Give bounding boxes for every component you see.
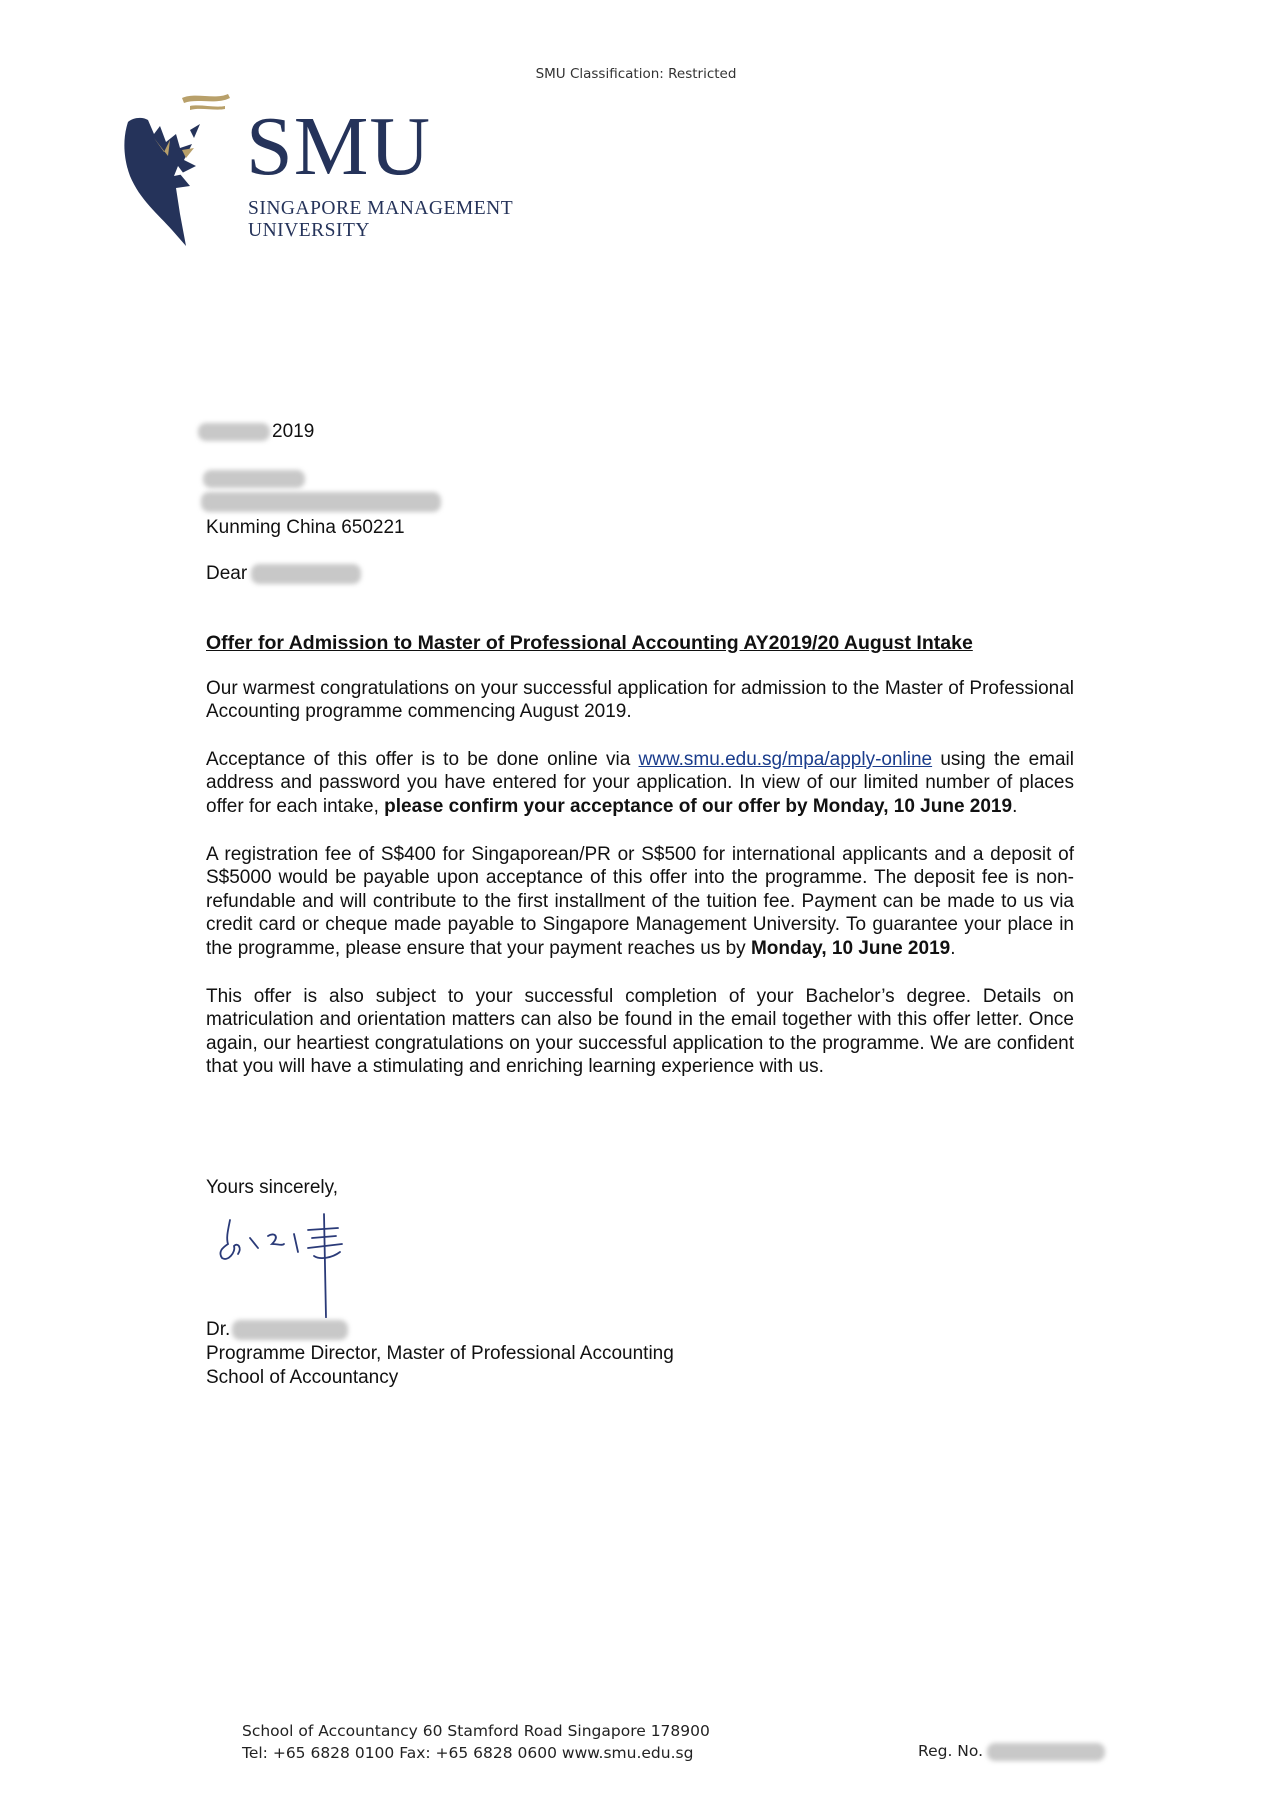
signatory-prefix: Dr. <box>206 1319 231 1340</box>
paragraph-acceptance <box>206 748 1074 819</box>
paragraph-congratulations: Our warmest congratulations on your successful application for admission to the Master of Professional Accounting programme commencing August 2019. <box>206 677 1074 723</box>
footer-line1: School of Accountancy 60 Stamford Road Singapore 178900 <box>242 1722 710 1740</box>
registration-number <box>918 1742 1105 1761</box>
recipient-city: Kunming China 650221 <box>206 517 405 538</box>
redacted-address-line <box>201 492 441 512</box>
letter-subject: Offer for Admission to Master of Professional Accounting AY2019/20 August Intake <box>206 632 973 654</box>
closing: Yours sincerely, <box>206 1177 339 1198</box>
classification-label: SMU Classification: Restricted <box>535 66 737 82</box>
smu-logo-mark <box>120 90 240 265</box>
paragraph-conditions: This offer is also subject to your successful completion of your Bachelor’s degree. Details on matriculation and orientation matters can also be found in the email together with this offer letter. Once again, our heartiest congratulations on your successful application to the programme. We are confident that you will have a stimulating and enriching learning experience with us. <box>206 985 1074 1078</box>
apply-online-link[interactable]: www.smu.edu.sg/mpa/apply-online <box>638 748 933 770</box>
smu-logo-subtitle <box>248 198 513 242</box>
smu-logo-wordmark: SMU <box>246 100 432 193</box>
salutation-word: Dear <box>206 563 248 584</box>
redacted-signatory <box>232 1320 348 1340</box>
handwritten-signature <box>208 1208 378 1323</box>
letter-date <box>198 420 314 444</box>
signatory-school: School of Accountancy <box>206 1367 399 1388</box>
redacted-recipient-name <box>203 470 305 488</box>
signatory-name <box>206 1318 348 1342</box>
p2-text-c: . <box>1012 795 1018 817</box>
redacted-reg-number <box>987 1743 1105 1761</box>
logo-subtitle-line1: SINGAPORE MANAGEMENT <box>248 198 514 219</box>
footer-address <box>242 1720 710 1764</box>
p3-text-a: A registration fee of S$400 for Singaporean/PR or S$500 for international applicants and a deposit of S$5000 would be payable upon acceptance of this offer into the programme. The deposit fee is non-refundable and will contribute to the first installment of the tuition fee. Payment can be made to us via credit card or cheque made payable to Singapore Management University. To guarantee your place in the programme, please ensure that your payment reaches us by <box>206 843 1074 959</box>
p3-deadline-bold: Monday, 10 June 2019 <box>750 937 951 959</box>
p2-text-a: Acceptance of this offer is to be done online via <box>206 748 639 770</box>
letter-body <box>206 632 1074 1103</box>
redacted-date <box>198 423 270 441</box>
redacted-recipient <box>251 564 361 584</box>
p2-text-b: using the email address and password you have entered for your application. In view of our limited number of places offer for each intake, <box>206 748 1074 817</box>
reg-label: Reg. No. <box>918 1742 984 1760</box>
footer-line2: Tel: +65 6828 0100 Fax: +65 6828 0600 www.smu.edu.sg <box>242 1744 694 1762</box>
signatory-title: Programme Director, Master of Professional Accounting <box>206 1343 674 1364</box>
p2-deadline-bold: please confirm your acceptance of our offer by Monday, 10 June 2019 <box>384 795 1013 817</box>
paragraph-fees <box>206 843 1074 961</box>
logo-subtitle-line2: UNIVERSITY <box>248 220 370 241</box>
p3-text-c: . <box>950 937 956 959</box>
date-year: 2019 <box>272 421 315 442</box>
salutation <box>206 562 361 586</box>
